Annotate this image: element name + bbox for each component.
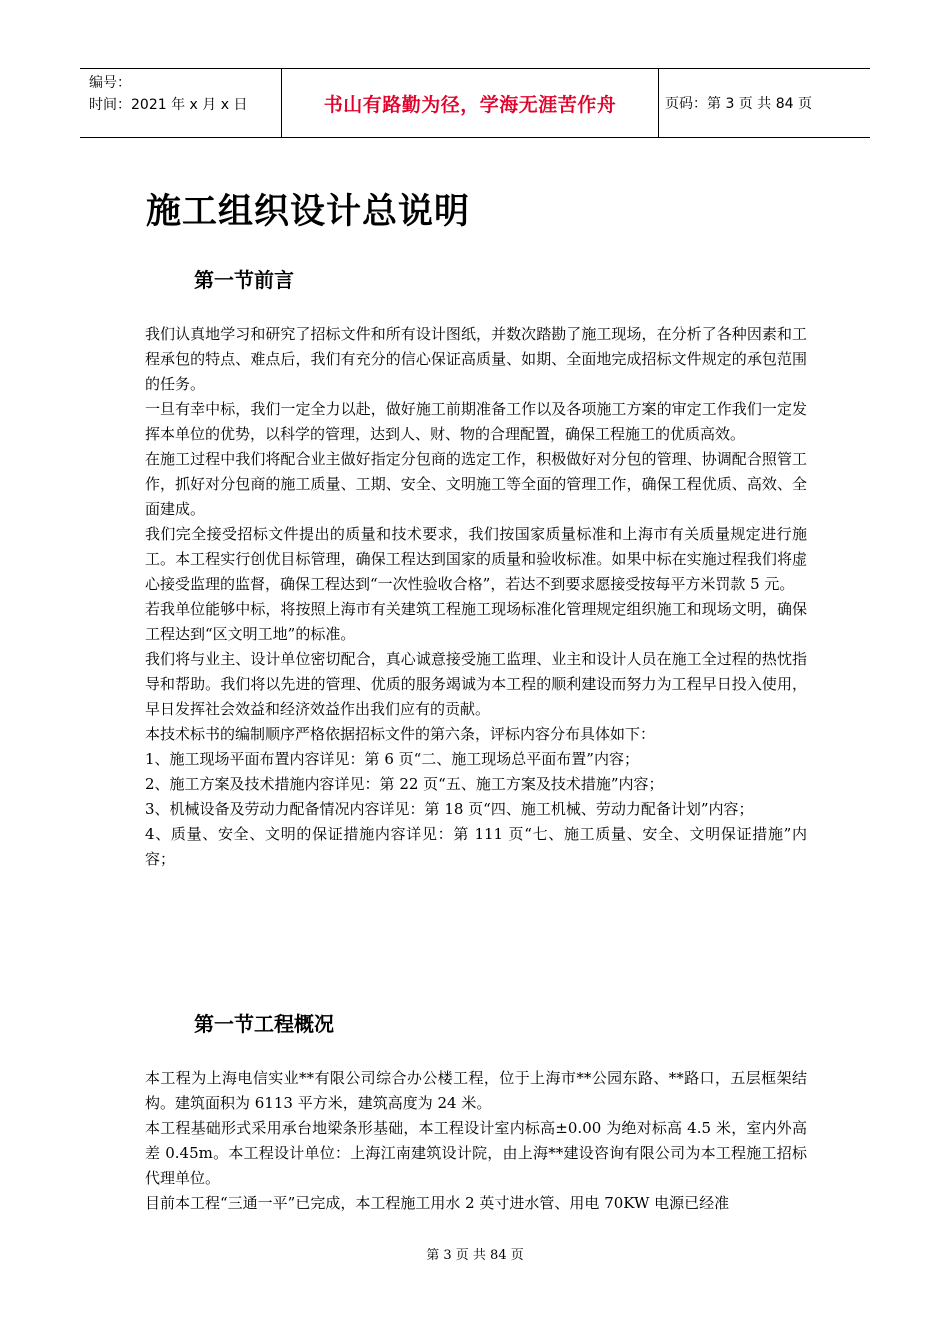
paragraph: 我们将与业主、设计单位密切配合，真心诚意接受施工监理、业主和设计人员在施工全过程的热忱指导和帮助。我们将以先进的管理、优质的服务竭诚为本工程的顺利建设而努力为工程早日投入使用，早日发挥社会效益和经济效益作出我们应有的贡献。 (145, 650, 807, 718)
header-motto-cell (282, 69, 659, 137)
list-item: 4、质量、安全、文明的保证措施内容详见：第 111 页“七、施工质量、安全、文明保证措施”内容； (145, 825, 807, 868)
date-label: 时间：2021 年 x 月 x 日 (89, 97, 248, 113)
paragraph: 若我单位能够中标，将按照上海市有关建筑工程施工现场标准化管理规定组织施工和现场文明，确保工程达到“区文明工地”的标准。 (145, 600, 807, 643)
list-item: 1、施工现场平面布置内容详见：第 6 页“二、施工现场总平面布置”内容； (145, 750, 639, 768)
section-body-preface (145, 322, 807, 872)
paragraph: 在施工过程中我们将配合业主做好指定分包商的选定工作，积极做好对分包的管理、协调配合照管工作，抓好对分包商的施工质量、工期、安全、文明施工等全面的管理工作，确保工程优质、高效、全面建成。 (145, 450, 807, 518)
header-left-cell (80, 69, 282, 137)
paragraph: 目前本工程“三通一平”已完成，本工程施工用水 2 英寸进水管、用电 70KW 电源已经准 (145, 1194, 730, 1212)
section-heading-preface: 第一节前言 (194, 268, 294, 292)
section-heading-overview: 第一节工程概况 (194, 1012, 334, 1036)
paragraph: 我们认真地学习和研究了招标文件和所有设计图纸，并数次踏勘了施工现场，在分析了各种因素和工程承包的特点、难点后，我们有充分的信心保证高质量、如期、全面地完成招标文件规定的承包范围的任务。 (145, 325, 807, 393)
paragraph: 本工程为上海电信实业**有限公司综合办公楼工程，位于上海市**公园东路、**路口，五层框架结构。建筑面积为 6113 平方米，建筑高度为 24 米。 (145, 1069, 807, 1112)
list-item: 2、施工方案及技术措施内容详见：第 22 页“五、施工方案及技术措施”内容； (145, 775, 664, 793)
section-body-overview (145, 1066, 807, 1216)
page-info: 页码：第 3 页 共 84 页 (665, 96, 812, 112)
paragraph: 本技术标书的编制顺序严格依据招标文件的第六条，评标内容分布具体如下： (145, 725, 656, 743)
page-title: 施工组织设计总说明 (146, 192, 471, 232)
paragraph: 本工程基础形式采用承台地梁条形基础，本工程设计室内标高±0.00 为绝对标高 4.5 米，室内外高差 0.45m。本工程设计单位：上海江南建筑设计院，由上海**建设咨询有限公司为本工程施工招标代理单位。 (145, 1119, 807, 1187)
number-label: 编号： (89, 75, 131, 91)
paragraph: 一旦有幸中标，我们一定全力以赴，做好施工前期准备工作以及各项施工方案的审定工作我们一定发挥本单位的优势，以科学的管理，达到人、财、物的合理配置，确保工程施工的优质高效。 (145, 400, 807, 443)
header-page-cell (659, 69, 870, 137)
paragraph: 我们完全接受招标文件提出的质量和技术要求，我们按国家质量标准和上海市有关质量规定进行施工。本工程实行创优目标管理，确保工程达到国家的质量和验收标准。如果中标在实施过程我们将虚心接受监理的监督，确保工程达到“一次性验收合格”，若达不到要求愿接受按每平方米罚款 5 元。 (145, 525, 807, 593)
list-item: 3、机械设备及劳动力配备情况内容详见：第 18 页“四、施工机械、劳动力配备计划”内容； (145, 800, 754, 818)
footer-page-number: 第 3 页 共 84 页 (426, 1248, 524, 1263)
page-header (80, 68, 870, 138)
motto: 书山有路勤为径，学海无涯苦作舟 (323, 93, 617, 116)
